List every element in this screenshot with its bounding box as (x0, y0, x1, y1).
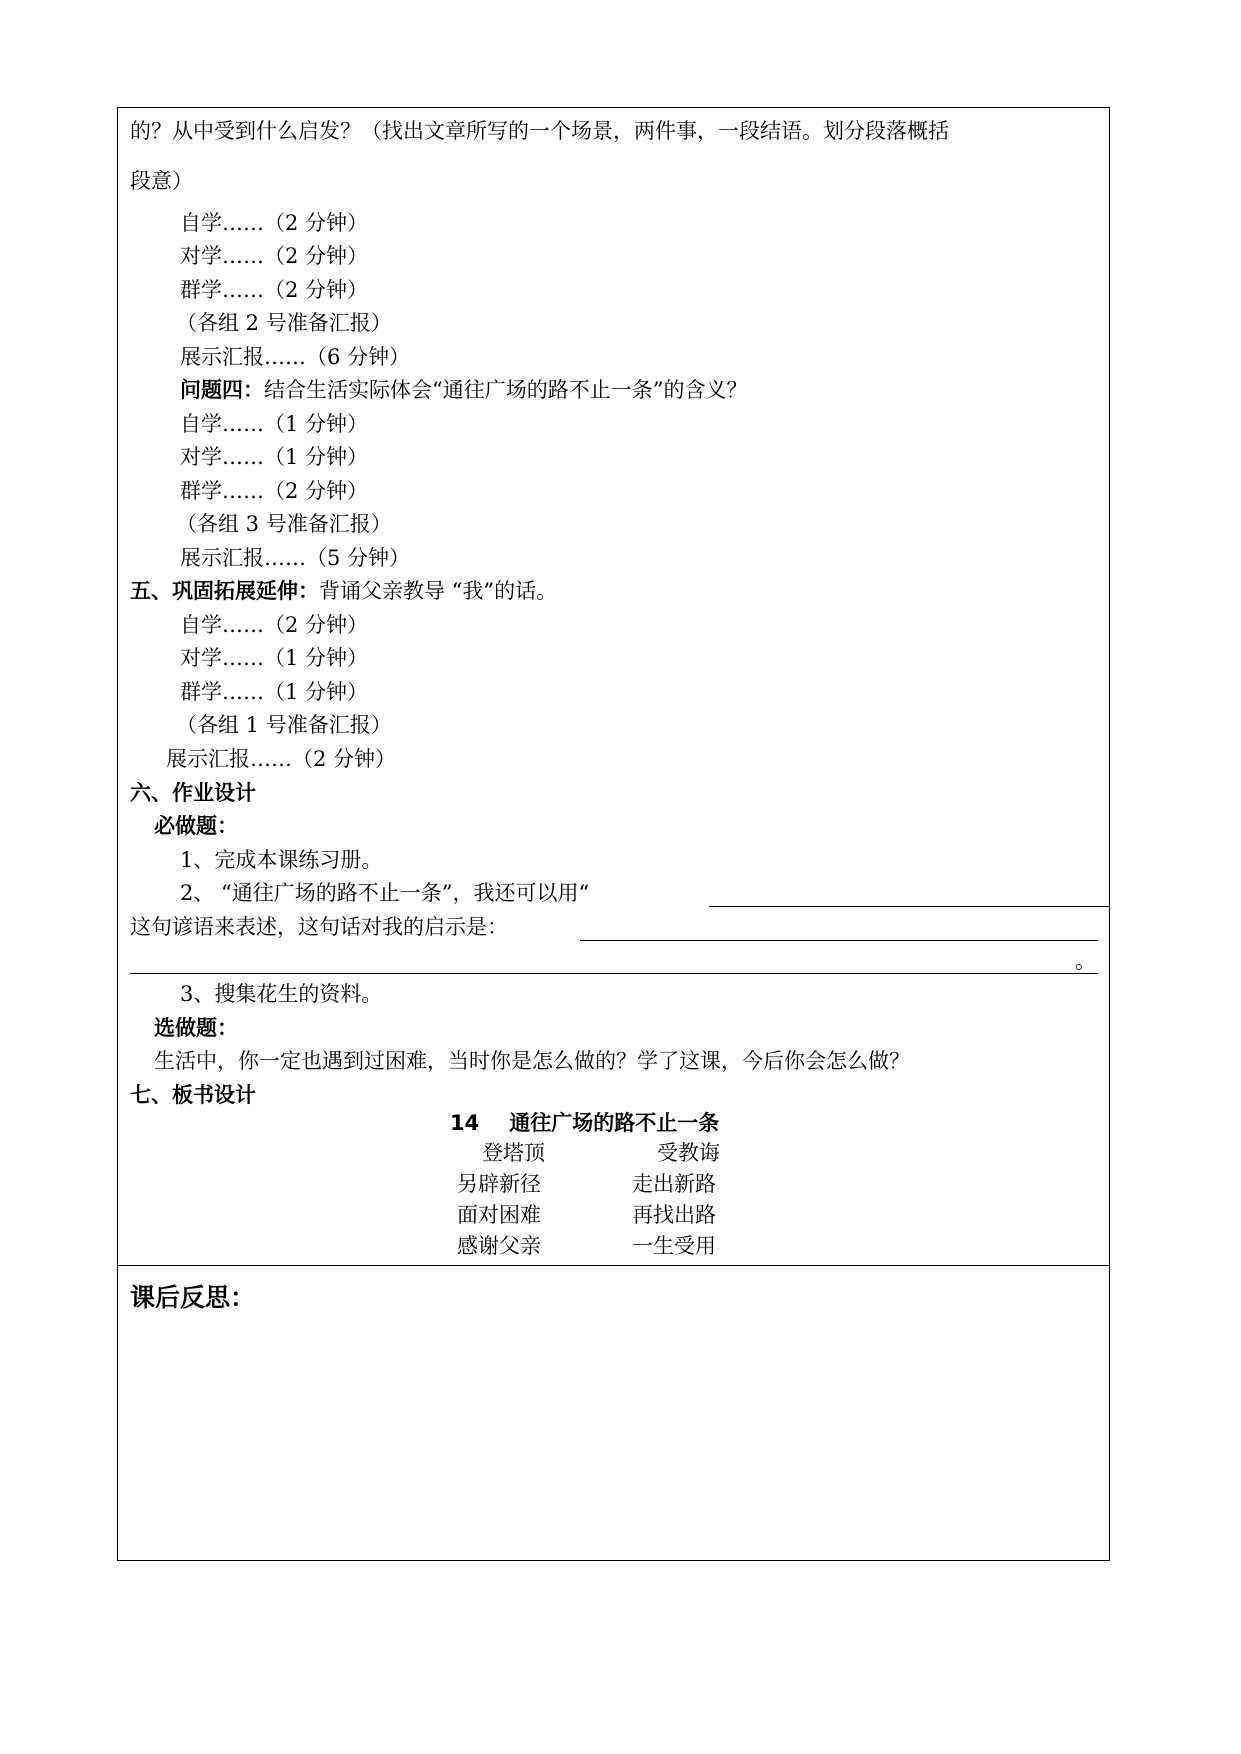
intro-line-1: 的？从中受到什么启发？（找出文章所写的一个场景，两件事，一段结语。划分段落概括 (130, 119, 949, 143)
fill-blank-line-3 (130, 973, 1098, 974)
q4-presentation: 展示汇报……（5 分钟） (180, 546, 411, 570)
board-right-3: 再找出路 (632, 1203, 716, 1227)
q4-self-study: 自学……（1 分钟） (180, 412, 369, 436)
question-four-text: 结合生活实际体会“通往广场的路不止一条”的含义？ (264, 378, 748, 402)
intro-line-2: 段意） (130, 169, 193, 193)
q3-self-study: 自学……（2 分钟） (180, 211, 369, 235)
optional-heading: 选做题： (154, 1016, 238, 1040)
board-right-1: 受教诲 (657, 1141, 720, 1165)
s5-self-study: 自学……（2 分钟） (180, 613, 369, 637)
homework-item-2-cont: 这句谚语来表述，这句话对我的启示是： (130, 915, 508, 939)
fill-blank-line-1 (709, 906, 1109, 907)
board-left-1: 登塔顶 (482, 1141, 545, 1165)
section-five-text: 背诵父亲教导 “我”的话。 (319, 579, 558, 603)
board-left-4: 感谢父亲 (457, 1234, 541, 1258)
q4-group-study: 群学……（2 分钟） (180, 479, 369, 503)
s5-presentation: 展示汇报……（2 分钟） (166, 747, 397, 771)
s5-group-study: 群学……（1 分钟） (180, 680, 369, 704)
question-four-label: 问题四： (180, 378, 264, 402)
q4-report-prep: （各组 3 号准备汇报） (176, 512, 392, 536)
homework-item-1: 1、完成本课练习册。 (180, 848, 383, 872)
s5-pair-study: 对学……（1 分钟） (180, 646, 369, 670)
q4-pair-study: 对学……（1 分钟） (180, 445, 369, 469)
homework-item-3: 3、搜集花生的资料。 (180, 982, 383, 1006)
section-five (130, 581, 557, 602)
question-four (180, 380, 747, 401)
board-right-2: 走出新路 (632, 1172, 716, 1196)
homework-item-2: 2、 “通往广场的路不止一条”，我还可以用“ (180, 881, 590, 905)
reflection-heading: 课后反思： (130, 1283, 256, 1312)
fill-blank-line-2 (580, 940, 1098, 941)
board-title-text: 通往广场的路不止一条 (509, 1111, 720, 1135)
q3-pair-study: 对学……（2 分钟） (180, 244, 369, 268)
q3-presentation: 展示汇报……（6 分钟） (180, 345, 411, 369)
board-left-2: 另辟新径 (457, 1172, 541, 1196)
s5-report-prep: （各组 1 号准备汇报） (176, 713, 392, 737)
q3-group-study: 群学……（2 分钟） (180, 278, 369, 302)
required-heading: 必做题： (154, 814, 238, 838)
optional-text: 生活中，你一定也遇到过困难，当时你是怎么做的？学了这课，今后你会怎么做？ (154, 1049, 910, 1073)
board-left-3: 面对困难 (457, 1203, 541, 1227)
q3-report-prep: （各组 2 号准备汇报） (176, 311, 392, 335)
fill-blank-period: 。 (1075, 949, 1096, 973)
board-title-number: 14 (450, 1111, 480, 1135)
board-right-4: 一生受用 (632, 1234, 716, 1258)
section-five-heading: 五、巩固拓展延伸： (130, 579, 319, 603)
section-seven-heading: 七、板书设计 (130, 1083, 256, 1107)
board-title (450, 1113, 719, 1134)
section-six-heading: 六、作业设计 (130, 781, 256, 805)
table-divider (117, 1265, 1110, 1266)
